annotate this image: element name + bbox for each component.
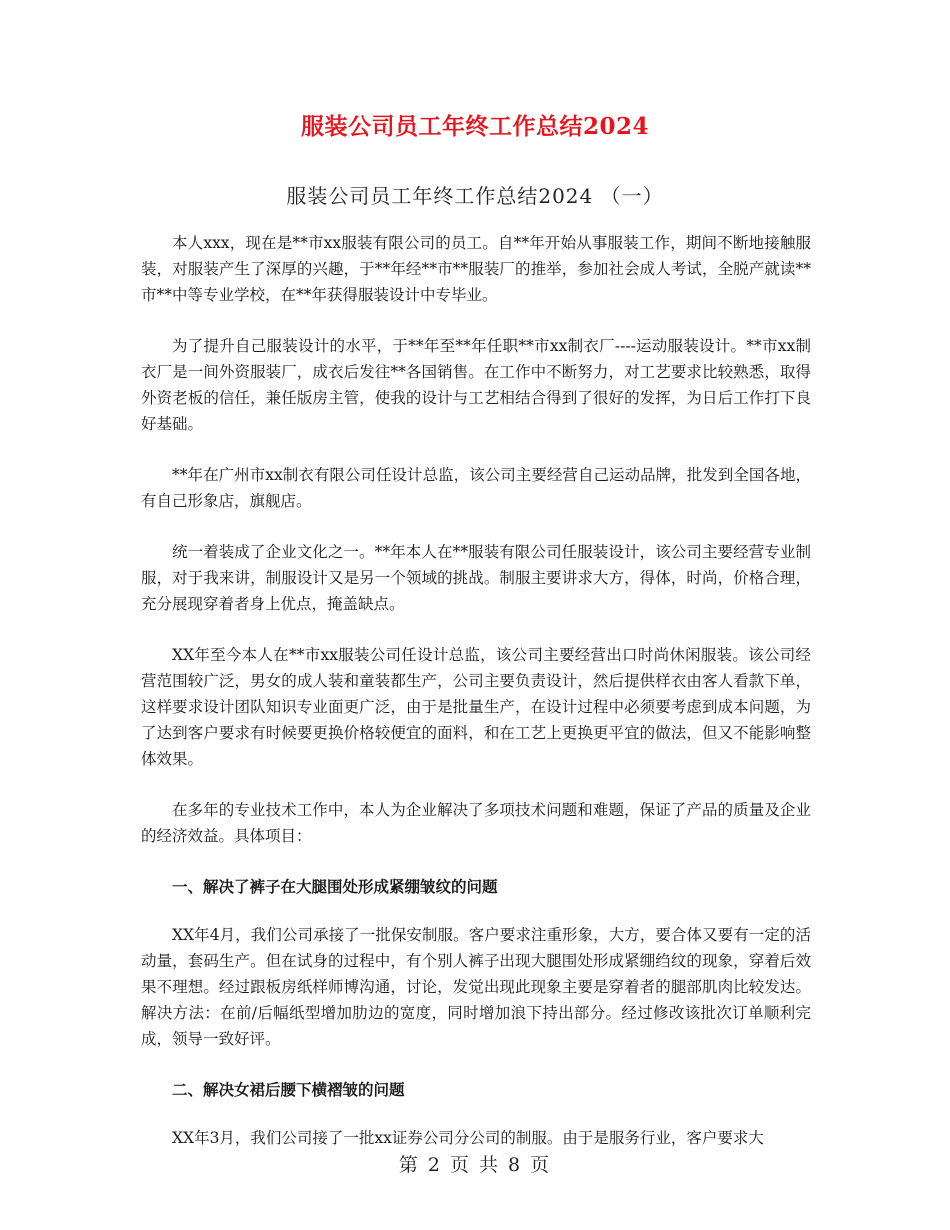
section-heading: 一、解决了裤子在大腿围处形成紧绷皱纹的问题 [172, 877, 498, 896]
paragraph: 统一着装成了企业文化之一。**年本人在**服装有限公司任服装设计，该公司主要经营专业制服，对于我来讲，制服设计又是另一个领域的挑战。制服主要讲求大方，得体，时尚，价格合理，充分展现穿着者身上优点，掩盖缺点。 [141, 543, 811, 613]
paragraph: XX年3月，我们公司接了一批xx证券公司分公司的制服。由于是服务行业，客户要求大 [172, 1129, 764, 1147]
paragraph: **年在广州市xx制衣有限公司任设计总监，该公司主要经营自己运动品牌，批发到全国各地，有自己形象店，旗舰店。 [141, 466, 811, 510]
document-body [141, 230, 811, 1176]
paragraph: XX年4月，我们公司承接了一批保安制服。客户要求注重形象，大方，要合体又要有一定的活动量，套码生产。但在试身的过程中，有个别人裤子出现大腿围处形成紧绷绉纹的现象，穿着后效果不理想。经过跟板房纸样师博沟通，讨论，发觉出现此现象主要是穿着者的腿部肌肉比较发达。解决方法：在前/后幅纸型增加肋边的宽度，同时增加浪下持出部分。经过修改该批次订单顺利完成，领导一致好评。 [141, 926, 811, 1048]
paragraph: 在多年的专业技术工作中，本人为企业解决了多项技术问题和难题，保证了产品的质量及企业的经济效益。具体项目： [141, 801, 811, 845]
paragraph: 为了提升自己服装设计的水平，于**年至**年任职**市xx制衣厂----运动服装设计。**市xx制衣厂是一间外资服装厂，成衣后发往**各国销售。在工作中不断努力，对工艺要求比较熟悉，取得外资老板的信任，兼任版房主管，使我的设计与工艺相结合得到了很好的发挥，为日后工作打下良好基础。 [141, 337, 811, 433]
document-title: 服装公司员工年终工作总结2024 [300, 113, 649, 140]
paragraph: XX年至今本人在**市xx服装公司任设计总监，该公司主要经营出口时尚休闲服装。该公司经营范围较广泛，男女的成人装和童装都生产，公司主要负责设计，然后提供样衣由客人看款下单，这样要求设计团队知识专业面更广泛，由于是批量生产，在设计过程中必须要考虑到成本问题，为了达到客户要求有时候要更换价格较便宜的面料，和在工艺上更换更平宜的做法，但又不能影响整体效果。 [141, 646, 811, 768]
section-heading: 二、解决女裙后腰下横褶皱的问题 [172, 1080, 405, 1099]
paragraph: 本人xxx，现在是**市xx服装有限公司的员工。自**年开始从事服装工作，期间不断地接触服装，对服装产生了深厚的兴趣，于**年经**市**服装厂的推举，参加社会成人考试，全脱产就读**市**中等专业学校，在**年获得服装设计中专毕业。 [141, 234, 811, 304]
page-footer: 第 2 页 共 8 页 [398, 1154, 552, 1176]
document-subtitle: 服装公司员工年终工作总结2024 （一） [286, 184, 664, 208]
